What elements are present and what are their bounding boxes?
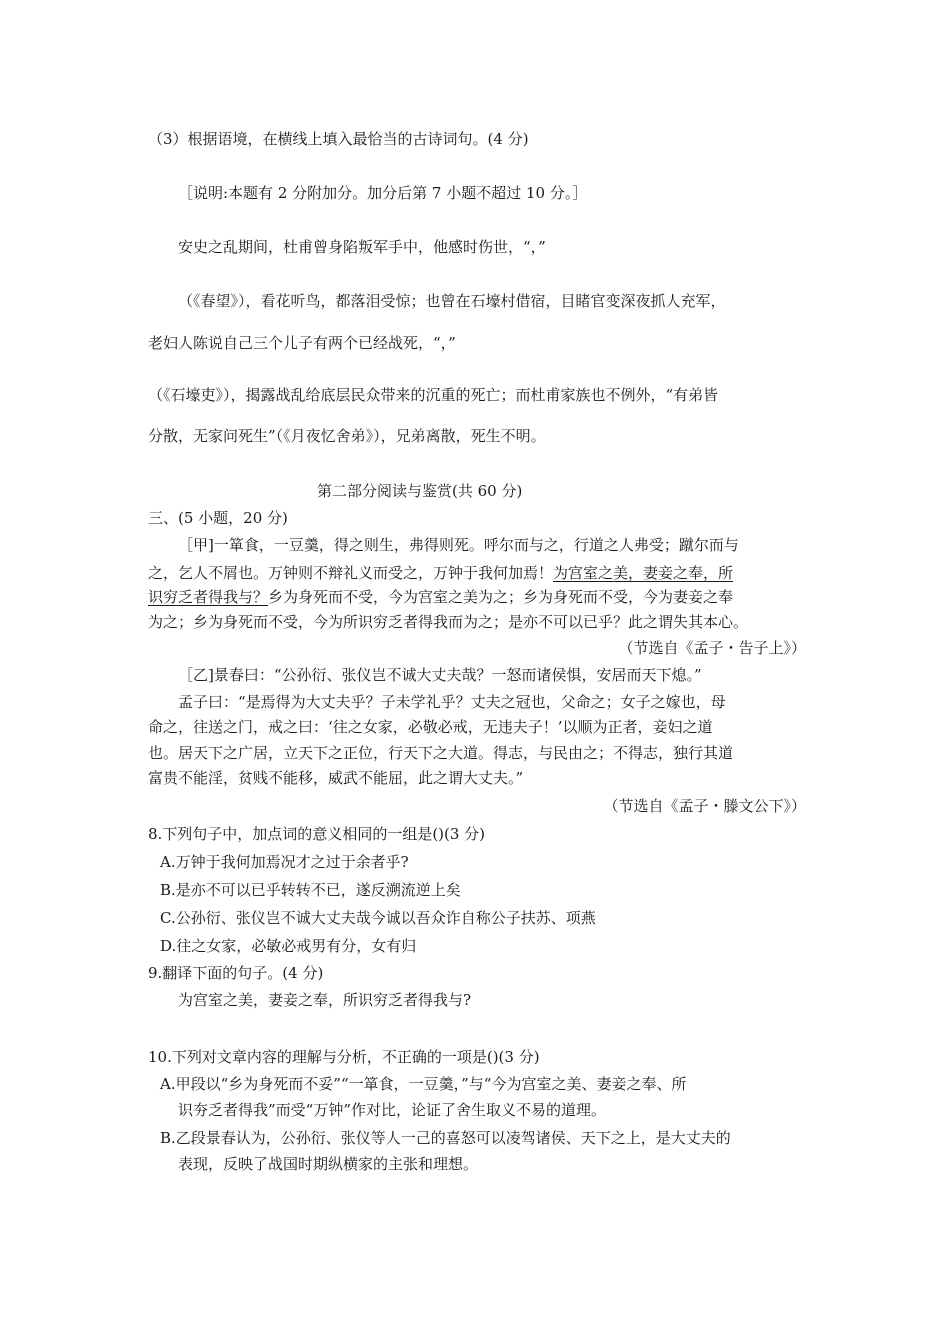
part2-title: 第二部分阅读与鉴赏(共 60 分) [317, 482, 523, 500]
passage-jia-line: 为之；乡为身死而不受，今为所识穷乏者得我而为之；是亦不可以已乎？此之谓失其本心。 [148, 613, 749, 631]
poem-paragraph-line: 分散，无家问死生”（《月夜忆舍弟》），兄弟离散，死生不明。 [148, 427, 546, 445]
passage-jia-line [148, 586, 733, 607]
bonus-note: ［说明:本题有 2 分附加分。加分后第 7 小题不超过 10 分。］ [178, 184, 588, 202]
poem-paragraph-line: 安史之乱期间，杜甫曾身陷叛军手中，他感时伤世，“，” [178, 238, 546, 256]
passage-yi-line: 也。居天下之广居，立天下之正位，行天下之大道。得志，与民由之；不得志，独行其道 [148, 744, 734, 762]
underlined-sentence: 为宫室之美，妻妾之奉，所 [553, 564, 734, 582]
passage-yi-line: ［乙]景春曰：“公孙衍、张仪岂不诚大丈夫哉？一怒而诸侯惧，安居而天下熄。” [178, 666, 702, 684]
q10-option-b-cont: 表现，反映了战国时期纵横家的主张和理想。 [178, 1155, 479, 1173]
q3-title: （3）根据语境，在横线上填入最恰当的古诗词句。(4 分) [148, 130, 529, 148]
passage-text: 乡为身死而不受，今为宫室之美为之；乡为身死而不受，今为妻妾之奉 [268, 588, 734, 606]
q9-stem: 9.翻译下面的句子。(4 分) [148, 964, 324, 982]
q10-option-b: B.乙段景春认为，公孙衍、张仪等人一己的喜怒可以凌驾诸侯、天下之上，是大丈夫的 [160, 1129, 731, 1147]
underlined-sentence: 识穷乏者得我与？ [148, 588, 269, 606]
passage-jia-line [148, 562, 733, 583]
passage-yi-line: 富贵不能淫，贫贱不能移，威武不能屈，此之谓大丈夫。” [148, 769, 524, 787]
passage-jia-line: ［甲]一箪食，一豆羹，得之则生，弗得则死。呼尔而与之，行道之人弗受；蹴尔而与 [178, 536, 739, 554]
q9-sentence: 为宫室之美，妻妾之奉，所识穷乏者得我与? [178, 991, 472, 1009]
poem-paragraph-line: （《春望》），看花听鸟，都落泪受惊；也曾在石壕村借宿，目睹官变深夜抓人充军， [178, 292, 726, 310]
passage-yi-line: 命之，往送之门，戒之曰：‘往之女家，必敬必戒，无违夫子！’以顺为正者，妾妇之道 [148, 718, 713, 736]
q10-stem: 10.下列对文章内容的理解与分析，不正确的一项是()(3 分) [148, 1048, 540, 1066]
q10-option-a: A.甲段以“乡为身死而不妥”“一箪食，一豆羹，”与“今为宫室之美、妻妾之奉、所 [160, 1075, 687, 1093]
q8-option-d: D.往之女家，必敏必戒男有分，女有归 [160, 937, 417, 955]
q8-option-b: B.是亦不可以已乎转转不已，遂反溯流逆上矣 [160, 881, 461, 899]
source-citation: （节选自《孟子・告子上》） [618, 639, 806, 657]
passage-yi-line: 孟子曰：“是焉得为大丈夫乎？子未学礼乎？丈夫之冠也，父命之；女子之嫁也，母 [178, 693, 726, 711]
q8-option-a: A.万钟于我何加焉况才之过于余者乎? [160, 853, 409, 871]
passage-text: 之，乞人不屑也。万钟则不辩礼义而受之，万钟于我何加焉！ [148, 564, 554, 582]
poem-paragraph-line: 老妇人陈说自己三个儿子有两个已经战死，“，” [148, 334, 456, 352]
section-heading: 三、(5 小题，20 分) [148, 509, 288, 527]
q8-option-c: C.公孙衍、张仪岂不诚大丈夫哉今诚以吾众诈自称公子扶苏、项燕 [160, 909, 596, 927]
q10-option-a-cont: 识夯乏者得我”而受“万钟”作对比，论证了舍生取义不易的道理。 [178, 1101, 607, 1119]
q8-stem: 8.下列句子中，加点词的意义相同的一组是()(3 分) [148, 825, 486, 843]
poem-paragraph-line: （《石壕吏》），揭露战乱给底层民众带来的沉重的死亡；而杜甫家族也不例外，“有弟皆 [148, 386, 719, 404]
source-citation: （节选自《孟子・滕文公下》） [603, 797, 806, 815]
